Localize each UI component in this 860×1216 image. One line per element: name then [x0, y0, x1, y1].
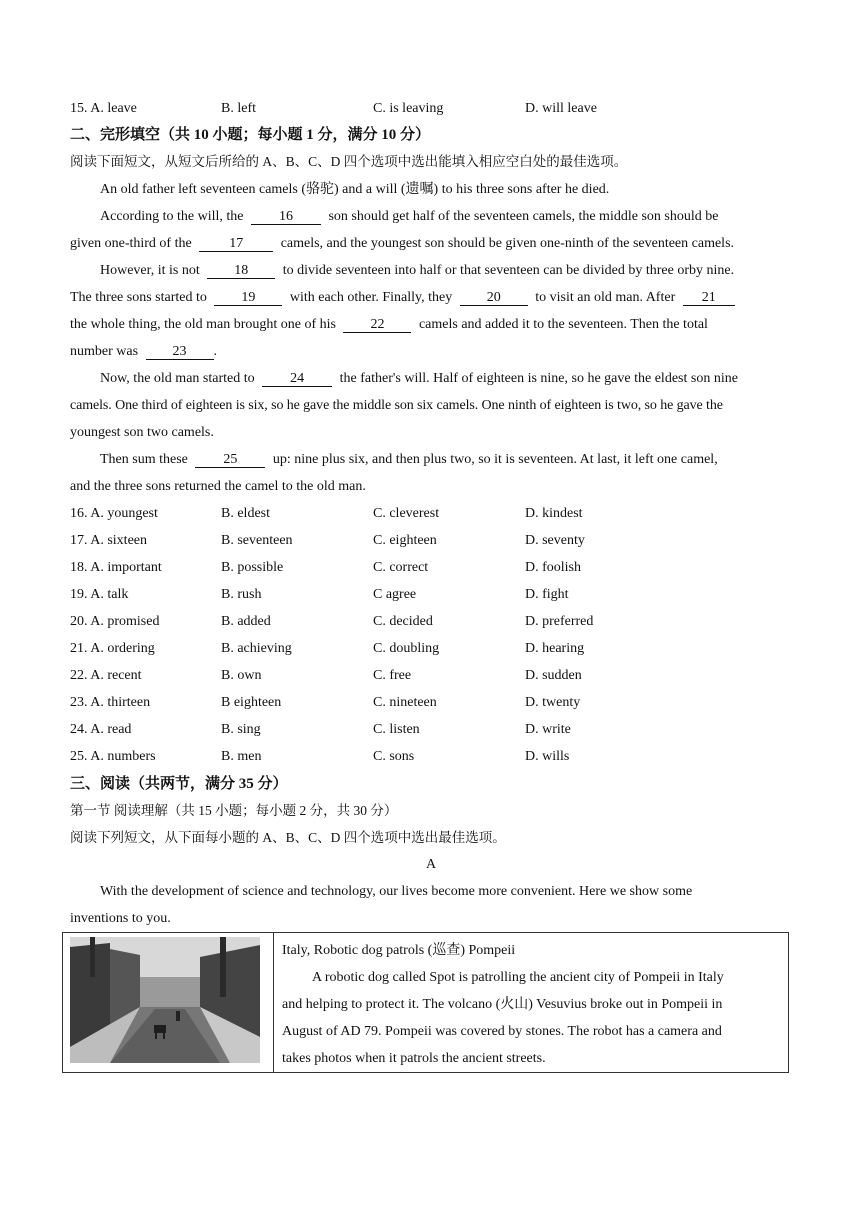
passage-line — [70, 316, 708, 334]
text: up: nine plus six, and then plus two, so it is seventeen. At last, it left one camel, — [272, 452, 718, 467]
option-c: C. cleverest — [373, 506, 440, 521]
section-2-heading: 二、完形填空（共 10 小题；每小题 1 分，满分 10 分） — [70, 127, 431, 143]
passage-line: and the three sons returned the camel to the old man. — [70, 479, 366, 494]
text: the father's will. Half of eighteen is nine, so he gave the eldest son nine — [339, 371, 738, 386]
passage-line — [70, 343, 217, 361]
option-a: 24. A. read — [70, 722, 132, 737]
option-b: B. eldest — [221, 506, 270, 521]
option-d: D. hearing — [525, 641, 585, 656]
option-c: C. eighteen — [373, 533, 437, 548]
option-d: D. will leave — [525, 101, 597, 116]
passage-line: camels. One third of eighteen is six, so he gave the middle son six camels. One ninth of eighteen is two, so he gave the — [70, 398, 723, 413]
option-a: 22. A. recent — [70, 668, 142, 683]
question-options-row — [70, 694, 792, 712]
option-b: B. left — [221, 101, 256, 116]
option-d: D. fight — [525, 587, 569, 602]
option-b: B. men — [221, 749, 262, 764]
option-a: 19. A. talk — [70, 587, 129, 602]
passage-line — [70, 289, 739, 307]
option-c: C. free — [373, 668, 412, 683]
option-a: 25. A. numbers — [70, 749, 156, 764]
text-cell — [274, 933, 789, 1073]
option-b: B. achieving — [221, 641, 292, 656]
option-a: 21. A. ordering — [70, 641, 155, 656]
option-b: B. rush — [221, 587, 262, 602]
option-d: D. twenty — [525, 695, 581, 710]
text: However, it is not — [100, 263, 200, 278]
invention-text-line: takes photos when it patrols the ancient streets. — [282, 1051, 546, 1066]
option-a: 18. A. important — [70, 560, 162, 575]
passage-paragraph-1: An old father left seventeen camels (骆驼) and a will (遗嘱) to his three sons after he died. — [100, 182, 610, 197]
passage-line — [70, 235, 734, 253]
option-b: B. seventeen — [221, 533, 293, 548]
text: number was — [70, 344, 139, 359]
invention-title: Italy, Robotic dog patrols (巡查) Pompeii — [282, 943, 516, 958]
robotic-dog-photo — [70, 937, 260, 1063]
text: . — [213, 344, 218, 359]
option-c: C. correct — [373, 560, 429, 575]
section-3-instruction: 阅读下列短文，从下面每小题的 A、B、C、D 四个选项中选出最佳选项。 — [70, 830, 506, 845]
option-d: D. wills — [525, 749, 570, 764]
blank-25: 25 — [195, 452, 265, 468]
invention-text-line: August of AD 79. Pompeii was covered by stones. The robot has a camera and — [282, 1024, 722, 1039]
question-15-options — [70, 100, 792, 118]
question-options-row — [70, 505, 792, 523]
option-a: 17. A. sixteen — [70, 533, 147, 548]
question-options-row — [70, 667, 792, 685]
option-c: C. nineteen — [373, 695, 437, 710]
text: to visit an old man. After — [535, 290, 676, 305]
question-options-row — [70, 721, 792, 739]
blank-17: 17 — [199, 236, 273, 252]
text: Then sum these — [100, 452, 188, 467]
option-d: D. write — [525, 722, 571, 737]
reading-intro-line: inventions to you. — [70, 911, 171, 926]
table-row — [63, 933, 789, 1073]
passage-line — [70, 370, 738, 388]
image-cell — [63, 933, 274, 1073]
question-options-row — [70, 748, 792, 766]
option-b: B. own — [221, 668, 262, 683]
option-a: 20. A. promised — [70, 614, 160, 629]
option-c: C agree — [373, 587, 417, 602]
option-b: B. added — [221, 614, 271, 629]
question-options-row — [70, 613, 792, 631]
blank-22: 22 — [343, 317, 411, 333]
option-a: 15. A. leave — [70, 101, 137, 116]
blank-23: 23 — [146, 344, 214, 360]
text: to divide seventeen into half or that seventeen can be divided by three orby nine. — [282, 263, 735, 278]
passage-line — [70, 208, 718, 226]
text: The three sons started to — [70, 290, 207, 305]
reading-intro-line: With the development of science and technology, our lives become more convenient. Here we show some — [100, 884, 693, 899]
passage-line — [70, 262, 734, 280]
option-b: B eighteen — [221, 695, 282, 710]
text: the whole thing, the old man brought one of his — [70, 317, 336, 332]
passage-letter: A — [425, 857, 437, 872]
text: camels and added it to the seventeen. Then the total — [418, 317, 708, 332]
invention-table — [62, 932, 789, 1073]
option-c: C. doubling — [373, 641, 440, 656]
invention-text-line: A robotic dog called Spot is patrolling the ancient city of Pompeii in Italy — [312, 970, 724, 985]
passage-line — [70, 451, 718, 469]
blank-19: 19 — [214, 290, 282, 306]
option-d: D. sudden — [525, 668, 582, 683]
blank-21: 21 — [683, 290, 735, 306]
text: According to the will, the — [100, 209, 244, 224]
invention-text-line: and helping to protect it. The volcano (火山) Vesuvius broke out in Pompeii in — [282, 997, 723, 1012]
option-a: 23. A. thirteen — [70, 695, 151, 710]
passage-line: youngest son two camels. — [70, 425, 214, 440]
section-3-heading: 三、阅读（共两节，满分 35 分） — [70, 776, 288, 792]
question-options-row — [70, 640, 792, 658]
option-d: D. preferred — [525, 614, 594, 629]
option-b: B. sing — [221, 722, 261, 737]
option-d: D. seventy — [525, 533, 585, 548]
option-c: C. decided — [373, 614, 433, 629]
blank-18: 18 — [207, 263, 275, 279]
option-b: B. possible — [221, 560, 284, 575]
option-c: C. sons — [373, 749, 415, 764]
question-options-row — [70, 532, 792, 550]
blank-24: 24 — [262, 371, 332, 387]
text: given one-third of the — [70, 236, 192, 251]
section-2-instruction: 阅读下面短文，从短文后所给的 A、B、C、D 四个选项中选出能填入相应空白处的最佳选项。 — [70, 154, 628, 169]
option-d: D. kindest — [525, 506, 583, 521]
blank-16: 16 — [251, 209, 321, 225]
option-d: D. foolish — [525, 560, 581, 575]
question-options-row — [70, 559, 792, 577]
text: camels, and the youngest son should be given one-ninth of the seventeen camels. — [280, 236, 735, 251]
question-options-row — [70, 586, 792, 604]
section-3-subheading: 第一节 阅读理解（共 15 小题；每小题 2 分，共 30 分） — [70, 803, 398, 818]
blank-20: 20 — [460, 290, 528, 306]
option-c: C. listen — [373, 722, 420, 737]
option-c: C. is leaving — [373, 101, 444, 116]
text: Now, the old man started to — [100, 371, 255, 386]
text: with each other. Finally, they — [289, 290, 453, 305]
text: son should get half of the seventeen camels, the middle son should be — [328, 209, 719, 224]
option-a: 16. A. youngest — [70, 506, 158, 521]
